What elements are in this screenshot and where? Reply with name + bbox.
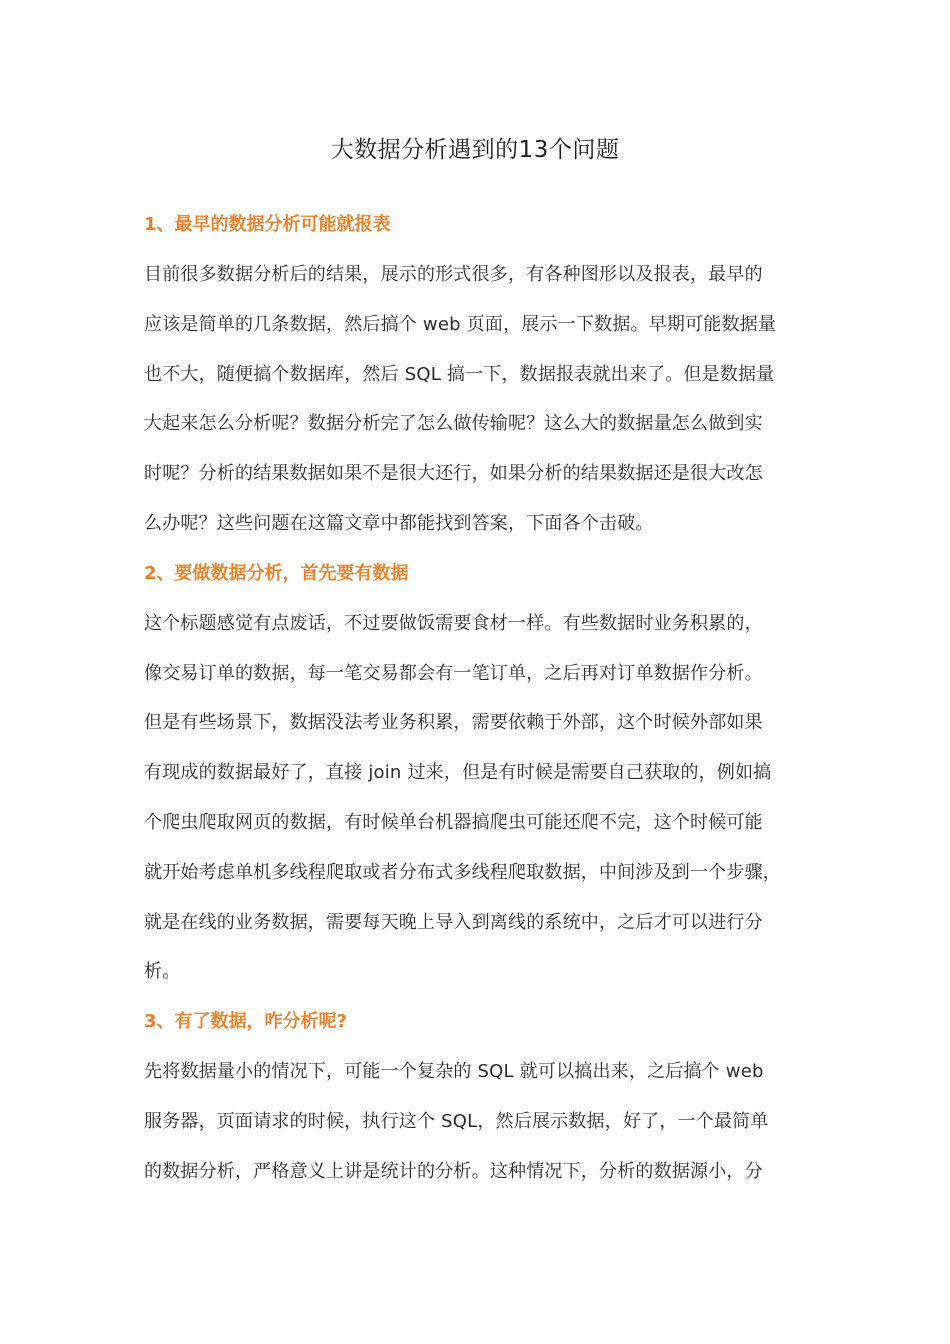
section-heading: 1、最早的数据分析可能就报表 <box>144 214 391 235</box>
paragraph-line: 大起来怎么分析呢？数据分析完了怎么做传输呢？这么大的数据量怎么做到实 <box>144 413 763 435</box>
document-title: 大数据分析遇到的13个问题 <box>330 137 620 163</box>
paragraph-line: 有现成的数据最好了，直接 join 过来，但是有时候是需要自己获取的，例如搞 <box>144 762 772 784</box>
paragraph-line: 先将数据量小的情况下，可能一个复杂的 SQL 就可以搞出来，之后搞个 web <box>144 1061 764 1083</box>
paragraph-line: 就是在线的业务数据，需要每天晚上导入到离线的系统中，之后才可以进行分 <box>144 911 763 933</box>
paragraph-line: 像交易订单的数据，每一笔交易都会有一笔订单，之后再对订单数据作分析。 <box>144 662 763 684</box>
paragraph-line: 么办呢？这些问题在这篇文章中都能找到答案，下面各个击破。 <box>144 512 654 534</box>
paragraph-line: 应该是简单的几条数据，然后搞个 web 页面，展示一下数据。早期可能数据量 <box>144 313 777 335</box>
section-heading: 3、有了数据，咋分析呢? <box>144 1011 347 1033</box>
paragraph-line: 的数据分析，严格意义上讲是统计的分析。这种情况下，分析的数据源小，分 <box>144 1160 763 1182</box>
paragraph-line: 个爬虫爬取网页的数据，有时候单台机器搞爬虫可能还爬不完，这个时候可能 <box>144 811 763 833</box>
paragraph-line: 也不大，随便搞个数据库，然后 SQL 搞一下，数据报表就出来了。但是数据量 <box>144 363 775 385</box>
paragraph-line: 这个标题感觉有点废话，不过要做饭需要食材一样。有些数据时业务积累的， <box>144 612 763 634</box>
paragraph-line: 但是有些场景下，数据没法考业务积累，需要依赖于外部，这个时候外部如果 <box>144 712 763 734</box>
paragraph-line: 析。 <box>144 961 181 983</box>
paragraph-line: 服务器，页面请求的时候，执行这个 SQL，然后展示数据，好了，一个最简单 <box>144 1110 769 1132</box>
section-heading: 2、要做数据分析，首先要有数据 <box>144 562 409 584</box>
paragraph-line: 时呢？分析的结果数据如果不是很大还行，如果分析的结果数据还是很大改怎 <box>144 463 763 485</box>
document-body <box>144 200 809 1197</box>
paragraph-line: 目前很多数据分析后的结果，展示的形式很多，有各种图形以及报表，最早的 <box>144 264 763 285</box>
paragraph-line: 就开始考虑单机多线程爬取或者分布式多线程爬取数据，中间涉及到一个步骤， <box>144 861 781 883</box>
